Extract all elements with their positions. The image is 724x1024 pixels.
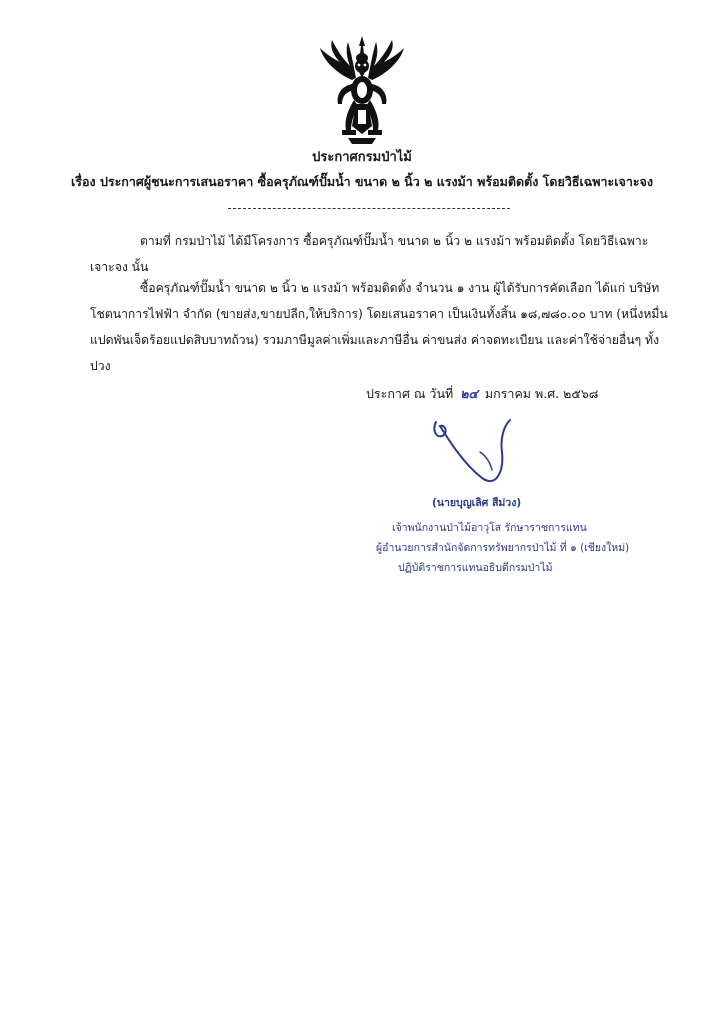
paragraph-project-text: ตามที่ กรมป่าไม้ ได้มีโครงการ ซื้อครุภัณฑ์ปั๊มน้ำ ขนาด ๒ นิ้ว ๒ แรงม้า พร้อมติดตั้ง โดยวิธีเฉพาะเจาะจง นั้น	[90, 234, 649, 274]
paragraph-award-text: ซื้อครุภัณฑ์ปั๊มน้ำ ขนาด ๒ นิ้ว ๒ แรงม้า พร้อมติดตั้ง จำนวน ๑ งาน ผู้ได้รับการคัดเลือก ได้แก่ บริษัท โชตนาการไฟฟ้า จำกัด (ขายส่ง,ขายปลีก,ให้บริการ) โดยเสนอราคา เป็นเงินทั้งสิ้น ๑๘,๗๘๐.๐๐ บาท (หนึ่งหมื่นแปดพันเจ็ดร้อยแปดสิบบาทถ้วน) รวมภาษีมูลค่าเพิ่มและภาษีอื่น ค่าขนส่ง ค่าจดทะเบียน และค่าใช้จ่ายอื่นๆ ทั้งปวง	[90, 281, 668, 373]
date-prefix: ประกาศ ณ วันที่	[366, 386, 454, 401]
handwritten-signature	[420, 412, 550, 492]
signer-name: (นายบุญเลิศ สีม่วง)	[432, 497, 522, 509]
signer-office: ผู้อำนวยการสำนักจัดการทรัพยากรป่าไม้ ที่ ๑ (เชียงใหม่)	[376, 542, 630, 554]
date-day-handwritten: ๒๔	[460, 386, 478, 401]
document-subject: เรื่อง ประกาศผู้ชนะการเสนอราคา ซื้อครุภัณฑ์ปั๊มน้ำ ขนาด ๒ นิ้ว ๒ แรงม้า พร้อมติดตั้ง โดยวิธีเฉพาะเจาะจง	[71, 174, 653, 189]
divider-line	[228, 208, 510, 209]
announcement-date	[366, 384, 598, 404]
garuda-emblem-icon	[318, 34, 406, 146]
paragraph-project	[90, 228, 670, 280]
document-issuer-title: ประกาศกรมป่าไม้	[312, 150, 412, 165]
date-suffix: มกราคม พ.ศ. ๒๕๖๘	[484, 386, 599, 401]
signer-authority: ปฏิบัติราชการแทนอธิบดีกรมป่าไม้	[398, 562, 553, 574]
paragraph-award	[90, 275, 670, 379]
signer-position: เจ้าพนักงานป่าไม้อาวุโส รักษาราชการแทน	[392, 522, 587, 534]
